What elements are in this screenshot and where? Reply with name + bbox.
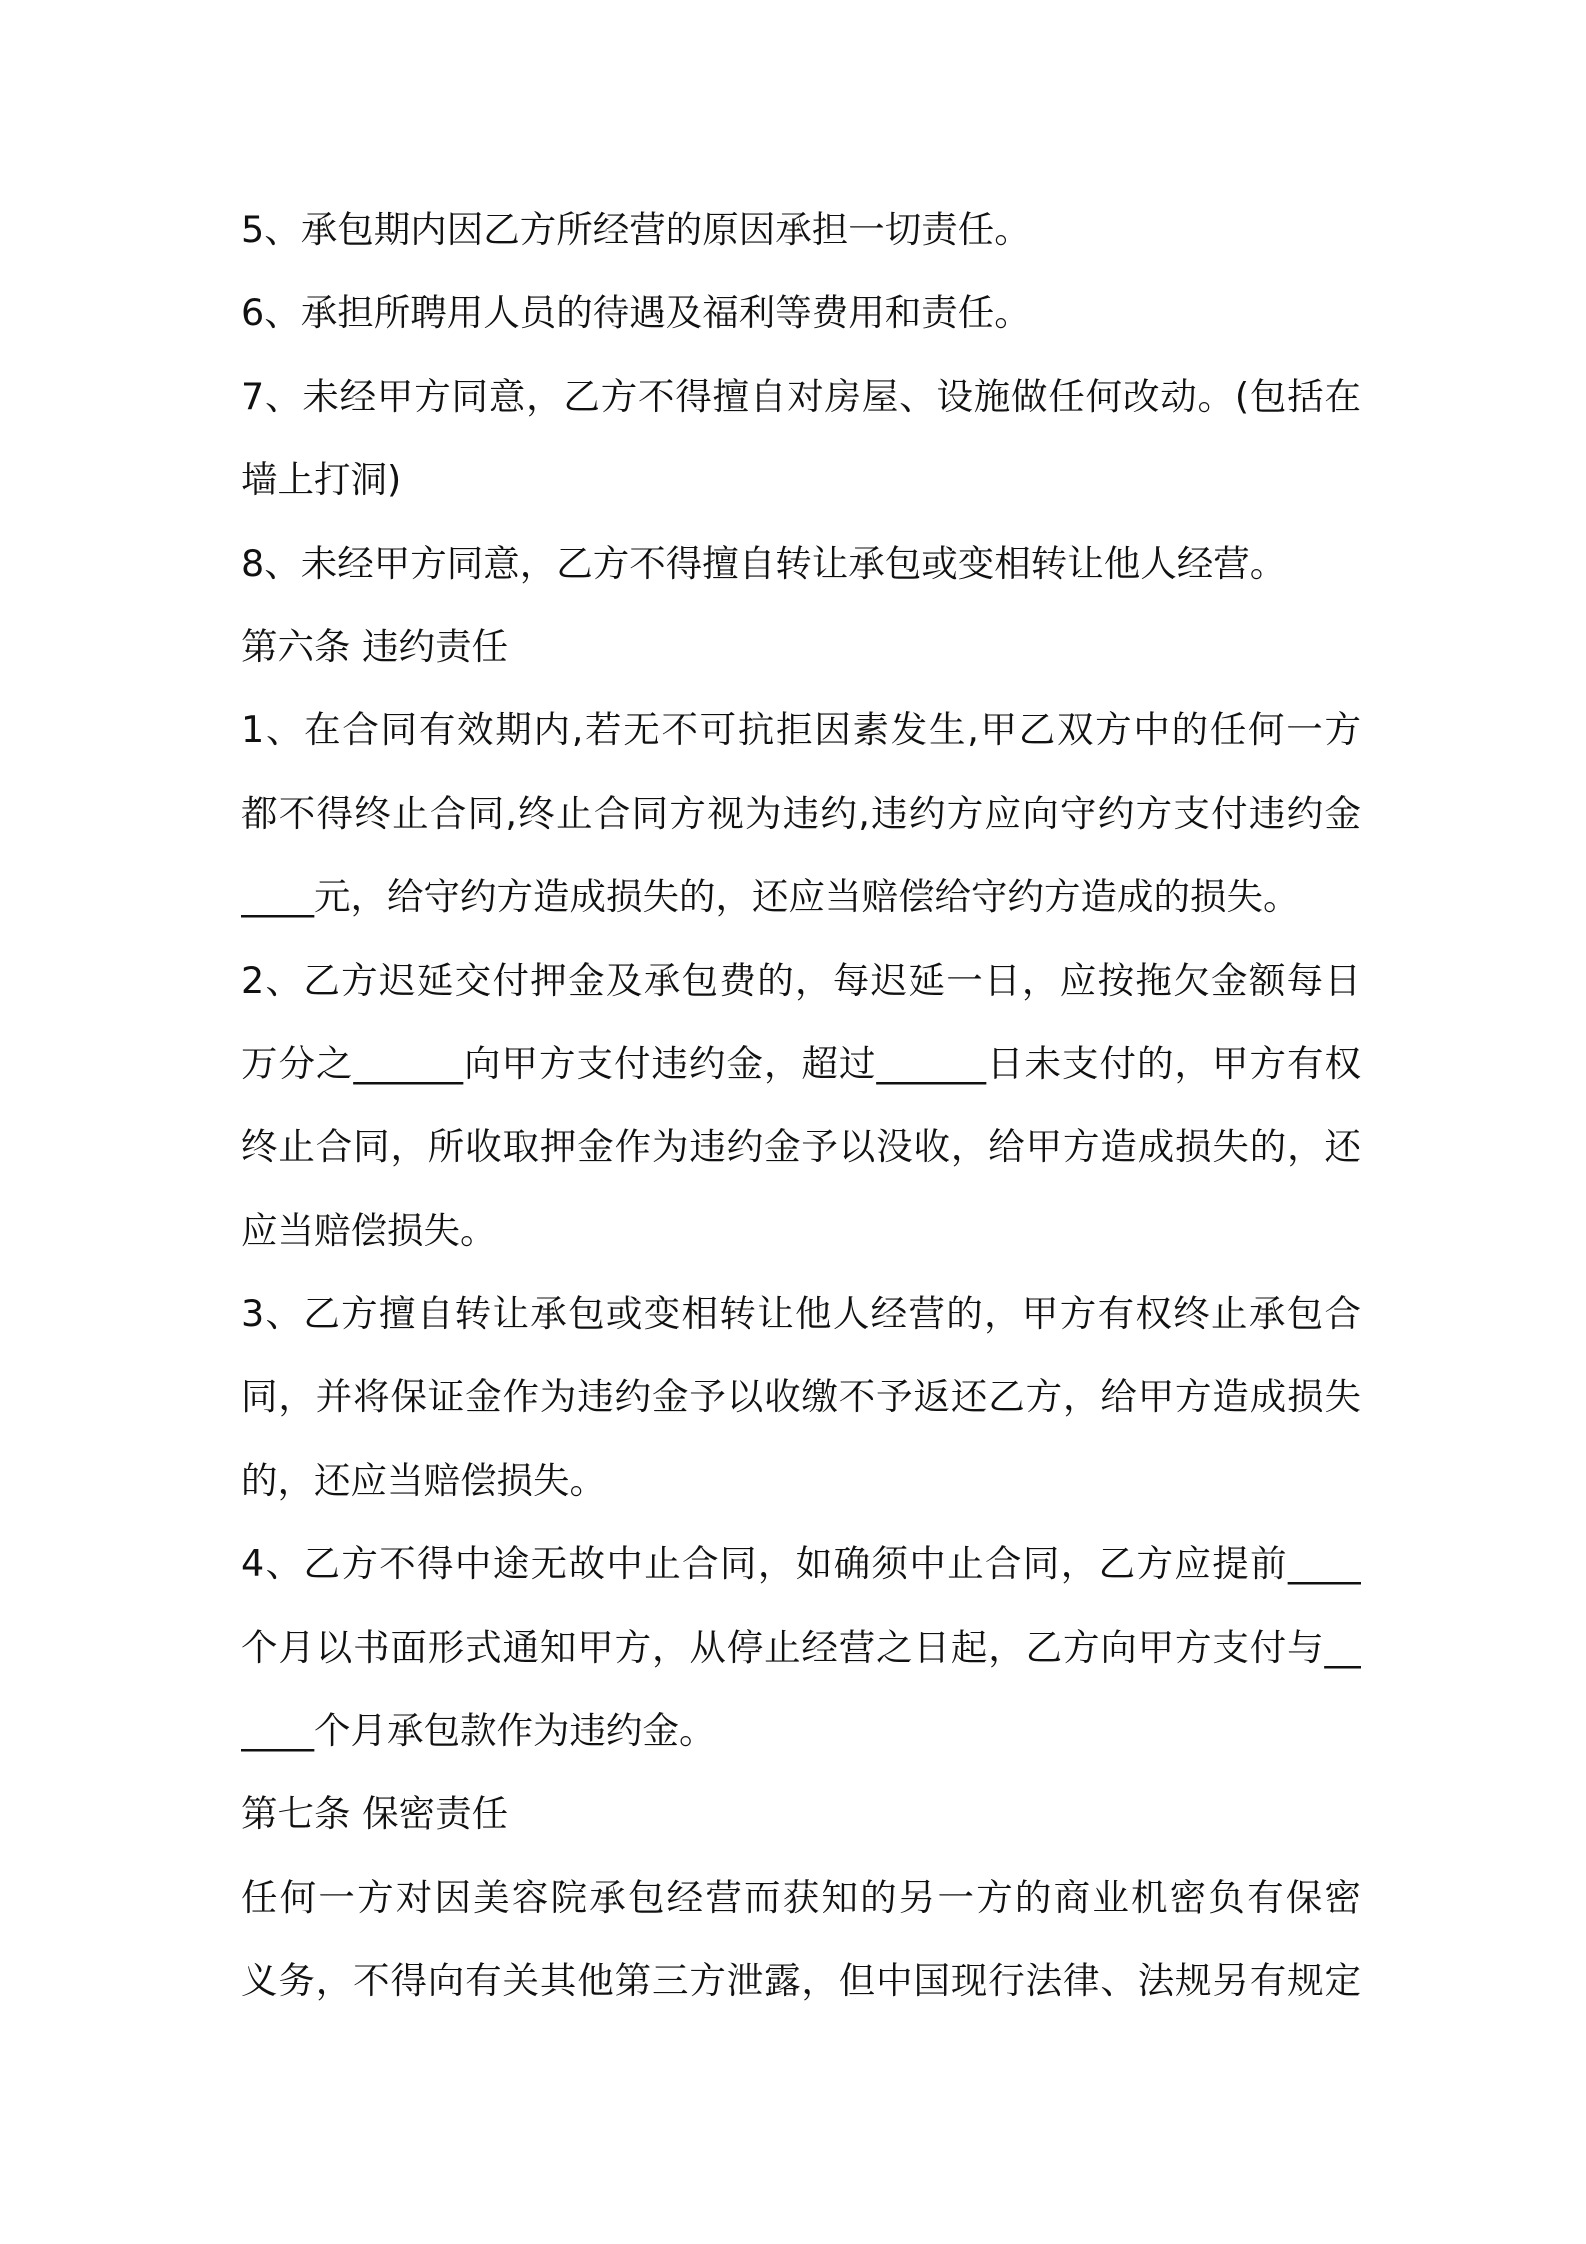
section-heading: 第七条 保密责任 — [241, 1792, 509, 1836]
text-line: 的，还应当赔偿损失。 — [241, 1458, 606, 1502]
text-line: 万分之______向甲方支付违约金，超过______日未支付的，甲方有权 — [241, 1041, 1361, 1085]
text-line: 终止合同，所收取押金作为违约金予以没收，给甲方造成损失的，还 — [241, 1125, 1361, 1169]
text-line: 4、乙方不得中途无故中止合同，如确须中止合同，乙方应提前____ — [241, 1542, 1361, 1586]
text-line: 墙上打洞) — [241, 458, 402, 502]
document-body — [241, 188, 1361, 2023]
text-line: 同，并将保证金作为违约金予以收缴不予返还乙方，给甲方造成损失 — [241, 1375, 1361, 1419]
text-line: 个月以书面形式通知甲方，从停止经营之日起，乙方向甲方支付与__ — [241, 1625, 1361, 1669]
text-line: 任何一方对因美容院承包经营而获知的另一方的商业机密负有保密 — [241, 1875, 1361, 1919]
text-line: 7、未经甲方同意，乙方不得擅自对房屋、设施做任何改动。(包括在 — [241, 374, 1361, 418]
text-line: 6、承担所聘用人员的待遇及福利等费用和责任。 — [241, 291, 1031, 335]
text-line: 8、未经甲方同意，乙方不得擅自转让承包或变相转让他人经营。 — [241, 541, 1287, 585]
text-line: 3、乙方擅自转让承包或变相转让他人经营的，甲方有权终止承包合 — [241, 1292, 1361, 1336]
text-line: 都不得终止合同,终止合同方视为违约,违约方应向守约方支付违约金 — [241, 791, 1361, 835]
text-line: ____元，给守约方造成损失的，还应当赔偿给守约方造成的损失。 — [241, 875, 1300, 919]
text-line: 5、承包期内因乙方所经营的原因承担一切责任。 — [241, 208, 1031, 251]
text-line: 应当赔偿损失。 — [241, 1208, 497, 1252]
text-line: 2、乙方迟延交付押金及承包费的，每迟延一日，应按拖欠金额每日 — [241, 958, 1361, 1002]
section-heading: 第六条 违约责任 — [241, 624, 509, 668]
text-line: 1、在合同有效期内,若无不可抗拒因素发生,甲乙双方中的任何一方 — [241, 708, 1361, 752]
text-line: ____个月承包款作为违约金。 — [241, 1709, 716, 1753]
text-line: 义务，不得向有关其他第三方泄露，但中国现行法律、法规另有规定 — [241, 1959, 1361, 2003]
